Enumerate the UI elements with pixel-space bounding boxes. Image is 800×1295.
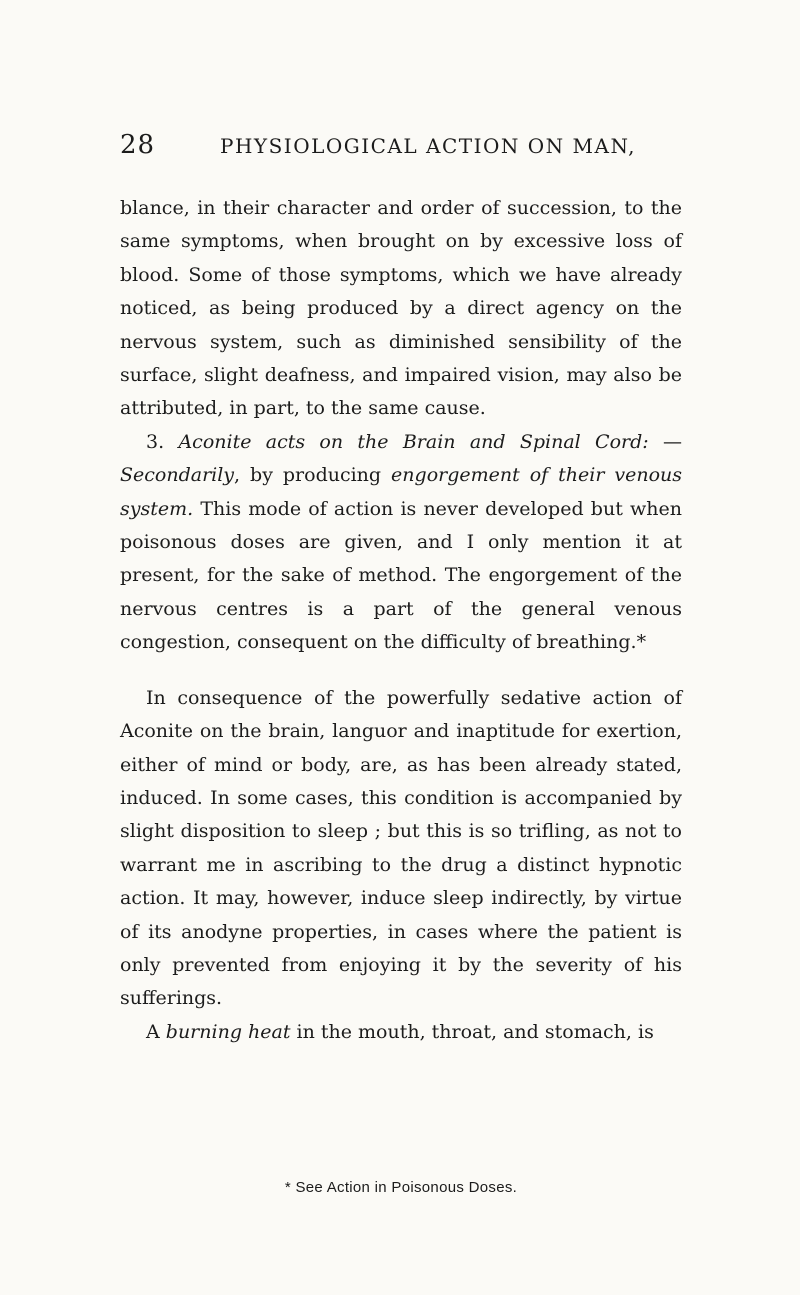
paragraph-4 bbox=[120, 1016, 682, 1049]
running-head: PHYSIOLOGICAL ACTION ON MAN, bbox=[220, 134, 637, 158]
page-header bbox=[120, 130, 680, 170]
section-number: 3. bbox=[146, 430, 165, 453]
page-number: 28 bbox=[120, 130, 156, 160]
footnote: * See Action in Poisonous Doses. bbox=[284, 1179, 518, 1196]
body-text bbox=[120, 192, 682, 1049]
burning-heat-term: burning heat bbox=[165, 1020, 291, 1043]
paragraph-3: In consequence of the powerfully sedative action of Aconite on the brain, languor and inaptitude for exertion, either of mind or body, are, as has been already stated, induced. In some cases, this condition is accompanied by slight disposition to sleep ; but this is so trifling, as not to warrant me in ascribing to the drug a distinct hypnotic action. It may, however, induce sleep indirectly, by virtue of its anodyne properties, in cases where the patient is only prevented from enjoying it by the severity of his sufferings. bbox=[120, 686, 682, 1010]
paragraph-1: blance, in their character and order of succession, to the same symptoms, when brought on by excessive loss of blood. Some of those symptoms, which we have already noticed, as being produced by a direct agency on the nervous system, such as diminished sensibility of the surface, slight deafness, and impaired vision, may also be attributed, in part, to the same cause. bbox=[120, 197, 682, 420]
paragraph-2 bbox=[120, 426, 682, 660]
em-dash: — bbox=[663, 430, 682, 453]
engorgement-term: engorgement of their venous system. bbox=[120, 464, 682, 520]
section-heading: Aconite acts on the Brain and Spinal Cord: bbox=[178, 430, 649, 453]
secondarily-term: Secondarily bbox=[120, 464, 235, 487]
paragraph-2-rest: This mode of action is never developed but when poisonous doses are given, and I only mention it at present, for the sake of method. The engorgement of the nervous centres is a part of the general venous congestion, consequent on the difficulty of breathing.* bbox=[120, 497, 682, 654]
paragraph-4-start: A bbox=[146, 1020, 160, 1043]
paragraph-4-rest: in the mouth, throat, and stomach, is bbox=[296, 1020, 654, 1043]
by-producing-text: , by producing bbox=[234, 464, 382, 487]
